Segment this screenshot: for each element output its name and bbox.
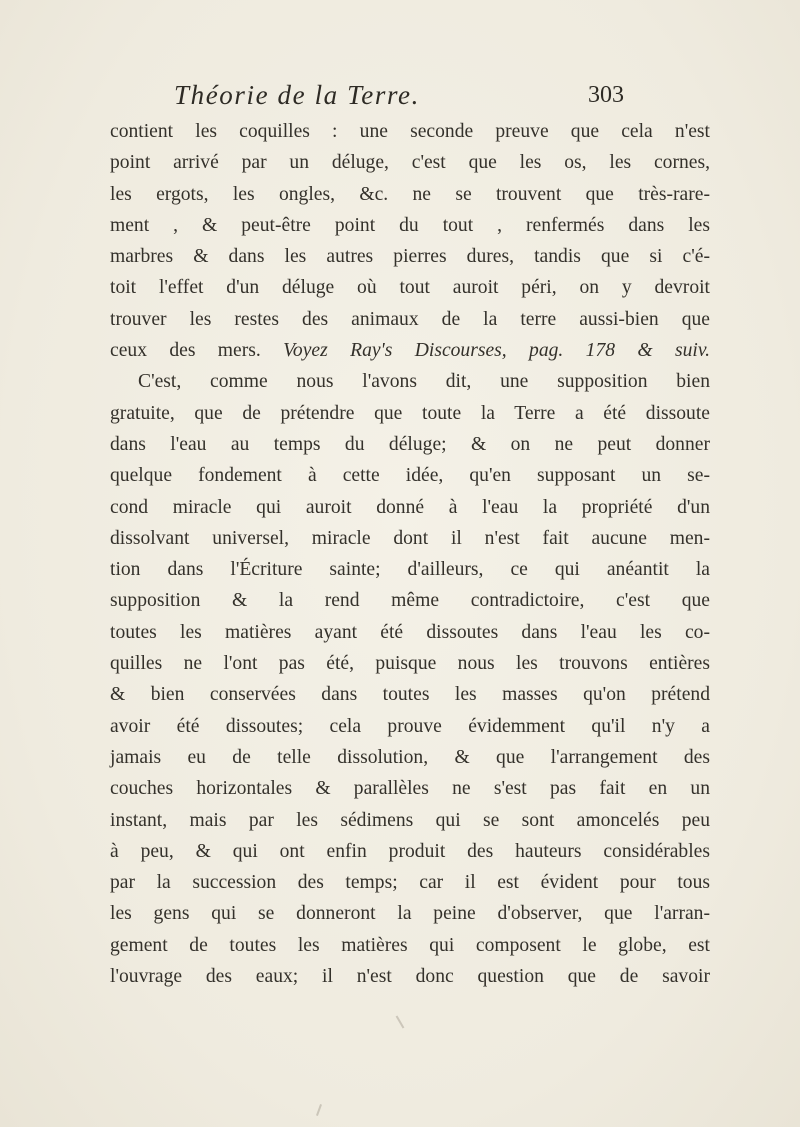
- text-line: tion dans l'Écriture sainte; d'ailleurs, ce qui anéantit la: [110, 559, 710, 581]
- text-line: gement de toutes les matières qui composent le globe, est: [110, 934, 710, 956]
- paragraph-first-line: C'est, comme nous l'avons dit, une supposition bien: [138, 371, 710, 393]
- text-line: à peu, & qui ont enfin produit des hauteurs considérables: [110, 840, 710, 862]
- text-line: ment , & peut-être point du tout , renfermés dans les: [110, 214, 710, 236]
- text-line: point arrivé par un déluge, c'est que les os, les cornes,: [110, 152, 710, 174]
- text-line: marbres & dans les autres pierres dures, tandis que si c'é-: [110, 246, 710, 268]
- text-line: avoir été dissoutes; cela prouve évidemment qu'il n'y a: [110, 715, 710, 737]
- text-line: trouver les restes des animaux de la terre aussi-bien que: [110, 308, 710, 330]
- text-line: quilles ne l'ont pas été, puisque nous les trouvons entières: [110, 653, 710, 675]
- text-line: les gens qui se donneront la peine d'observer, que l'arran-: [110, 903, 710, 925]
- paper-speck: [316, 1104, 322, 1116]
- text-line: couches horizontales & parallèles ne s'est pas fait en un: [110, 778, 710, 800]
- bibliographic-reference: Voyez Ray's Discourses, pag. 178 & suiv.: [283, 340, 711, 362]
- text-line: toutes les matières ayant été dissoutes dans l'eau les co-: [110, 621, 710, 643]
- text-line-with-reference: [110, 335, 710, 366]
- body-text: [110, 116, 710, 992]
- text-line: les ergots, les ongles, &c. ne se trouvent que très-rare-: [110, 183, 710, 205]
- page-number: 303: [588, 82, 624, 108]
- paper-speck: [396, 1015, 405, 1028]
- text-line: instant, mais par les sédimens qui se sont amoncelés peu: [110, 809, 710, 831]
- running-title: Théorie de la Terre.: [174, 80, 420, 110]
- text-line: cond miracle qui auroit donné à l'eau la propriété d'un: [110, 496, 710, 518]
- text-fragment: ceux des mers.: [110, 340, 261, 362]
- text-line: jamais eu de telle dissolution, & que l'arrangement des: [110, 746, 710, 768]
- text-line: quelque fondement à cette idée, qu'en supposant un se-: [110, 465, 710, 487]
- text-line: contient les coquilles : une seconde preuve que cela n'est: [110, 121, 710, 142]
- page-header: [174, 80, 634, 116]
- text-line: l'ouvrage des eaux; il n'est donc question que de savoir: [110, 966, 710, 988]
- text-line: toit l'effet d'un déluge où tout auroit péri, on y devroit: [110, 277, 710, 299]
- text-line: supposition & la rend même contradictoire, c'est que: [110, 590, 710, 612]
- text-line: dissolvant universel, miracle dont il n'est fait aucune men-: [110, 527, 710, 549]
- text-line: gratuite, que de prétendre que toute la Terre a été dissoute: [110, 402, 710, 424]
- text-line: par la succession des temps; car il est évident pour tous: [110, 872, 710, 894]
- text-line: dans l'eau au temps du déluge; & on ne peut donner: [110, 433, 710, 455]
- text-line: & bien conservées dans toutes les masses qu'on prétend: [110, 684, 710, 706]
